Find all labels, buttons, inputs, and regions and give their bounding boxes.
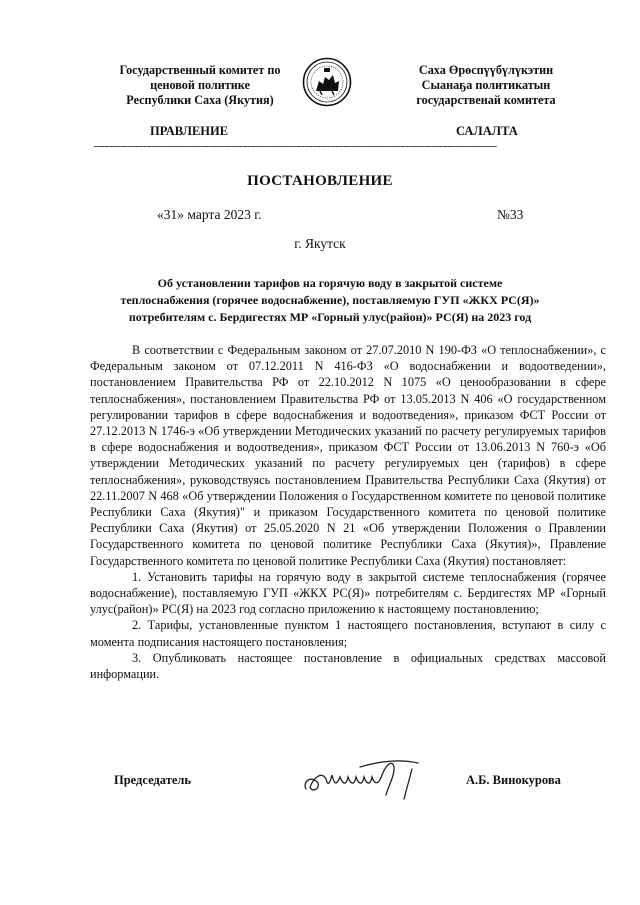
document-title: ПОСТАНОВЛЕНИЕ [247, 173, 393, 189]
document-date: «31» марта 2023 г. [157, 207, 262, 222]
header-divider: ----------------------------------------------------------------------------------------------------------------------------------------------------------- [94, 141, 497, 151]
preamble-paragraph: В соответствии с Федеральным законом от 27.07.2010 N 190-ФЗ «О теплоснабжении», с Федеральным законом от 07.12.2011 N 416-ФЗ «О водоснабжении и водоотведении», постановлением Правительства РФ от 22.10.2012 N 1075 «О ценообразовании в сфере теплоснабжения», постановлением Правительства РФ от 13.05.2013 N 406 «О государственном регулировании тарифов в сфере водоснабжения и водоотведения», приказом ФСТ России от 27.12.2013 N 1746-э «Об утверждении Методических указаний по расчету регулируемых тарифов в сфере водоснабжения и водоотведения», приказом ФСТ России от 13.06.2013 N 760-э «Об утверждении Методических указаний по расчету регулируемых цен (тарифов) в сфере теплоснабжения», руководствуясь постановлением Правительства Республики Саха (Якутия) от 22.11.2007 N 468 «Об утверждении Положения о Государственном комитете по ценовой политике Республики Саха (Якутия)" и приказом Государственного комитета по ценовой политике Республики Саха (Якутия) от 25.05.2020 N 21 «Об утверждении Положения о Правлении Государственного комитета по ценовой политике Республики Саха (Якутия)», Правление Государственного комитета по ценовой политике Республики Саха (Якутия) постановляет: [90, 343, 606, 568]
issuer-line: Сыанаҕа политикатын [421, 78, 551, 92]
signatory-position: Председатель [114, 773, 192, 787]
document-subject [100, 275, 560, 326]
issuer-line: государственай комитета [416, 93, 556, 107]
document-city: г. Якутск [294, 236, 346, 251]
resolution-item: 1. Установить тарифы на горячую воду в закрытой системе теплоснабжения (горячее водоснабжение), поставляемую ГУП «ЖКХ РС(Я)» потребителям с. Бердигестях МР «Горный улус(район)» РС(Я) на 2023 год согласно приложению к настоящему постановлению; [90, 569, 606, 617]
issuer-line: ценовой политике [150, 78, 250, 92]
document-number: №33 [497, 207, 524, 222]
handwritten-signature-icon [300, 753, 440, 803]
document-body [90, 342, 606, 682]
coat-of-arms-icon [302, 57, 352, 107]
signatory-name: А.Б. Винокурова [466, 773, 561, 787]
issuer-line: Саха Өрөспүүбүлүкэтин [418, 63, 554, 77]
issuer-line: Республики Саха (Якутия) [126, 93, 274, 107]
subject-line: теплоснабжения (горячее водоснабжение), поставляемую ГУП «ЖКХ РС(Я)» [120, 293, 540, 307]
board-label-sakha: САЛАЛТА [456, 124, 518, 138]
issuer-line: Государственный комитет по [119, 63, 281, 77]
resolution-item: 3. Опубликовать настоящее постановление в официальных средствах массовой информации. [90, 650, 606, 682]
subject-line: Об установлении тарифов на горячую воду в закрытой системе [157, 276, 503, 290]
issuer-sakha [376, 63, 596, 108]
issuer-russian [90, 63, 310, 108]
board-label-russian: ПРАВЛЕНИЕ [150, 124, 229, 138]
subject-line: потребителям с. Бердигестях МР «Горный улус(район)» РС(Я) на 2023 год [128, 310, 532, 324]
resolution-item: 2. Тарифы, установленные пунктом 1 настоящего постановления, вступают в силу с момента подписания настоящего постановления; [90, 618, 606, 649]
